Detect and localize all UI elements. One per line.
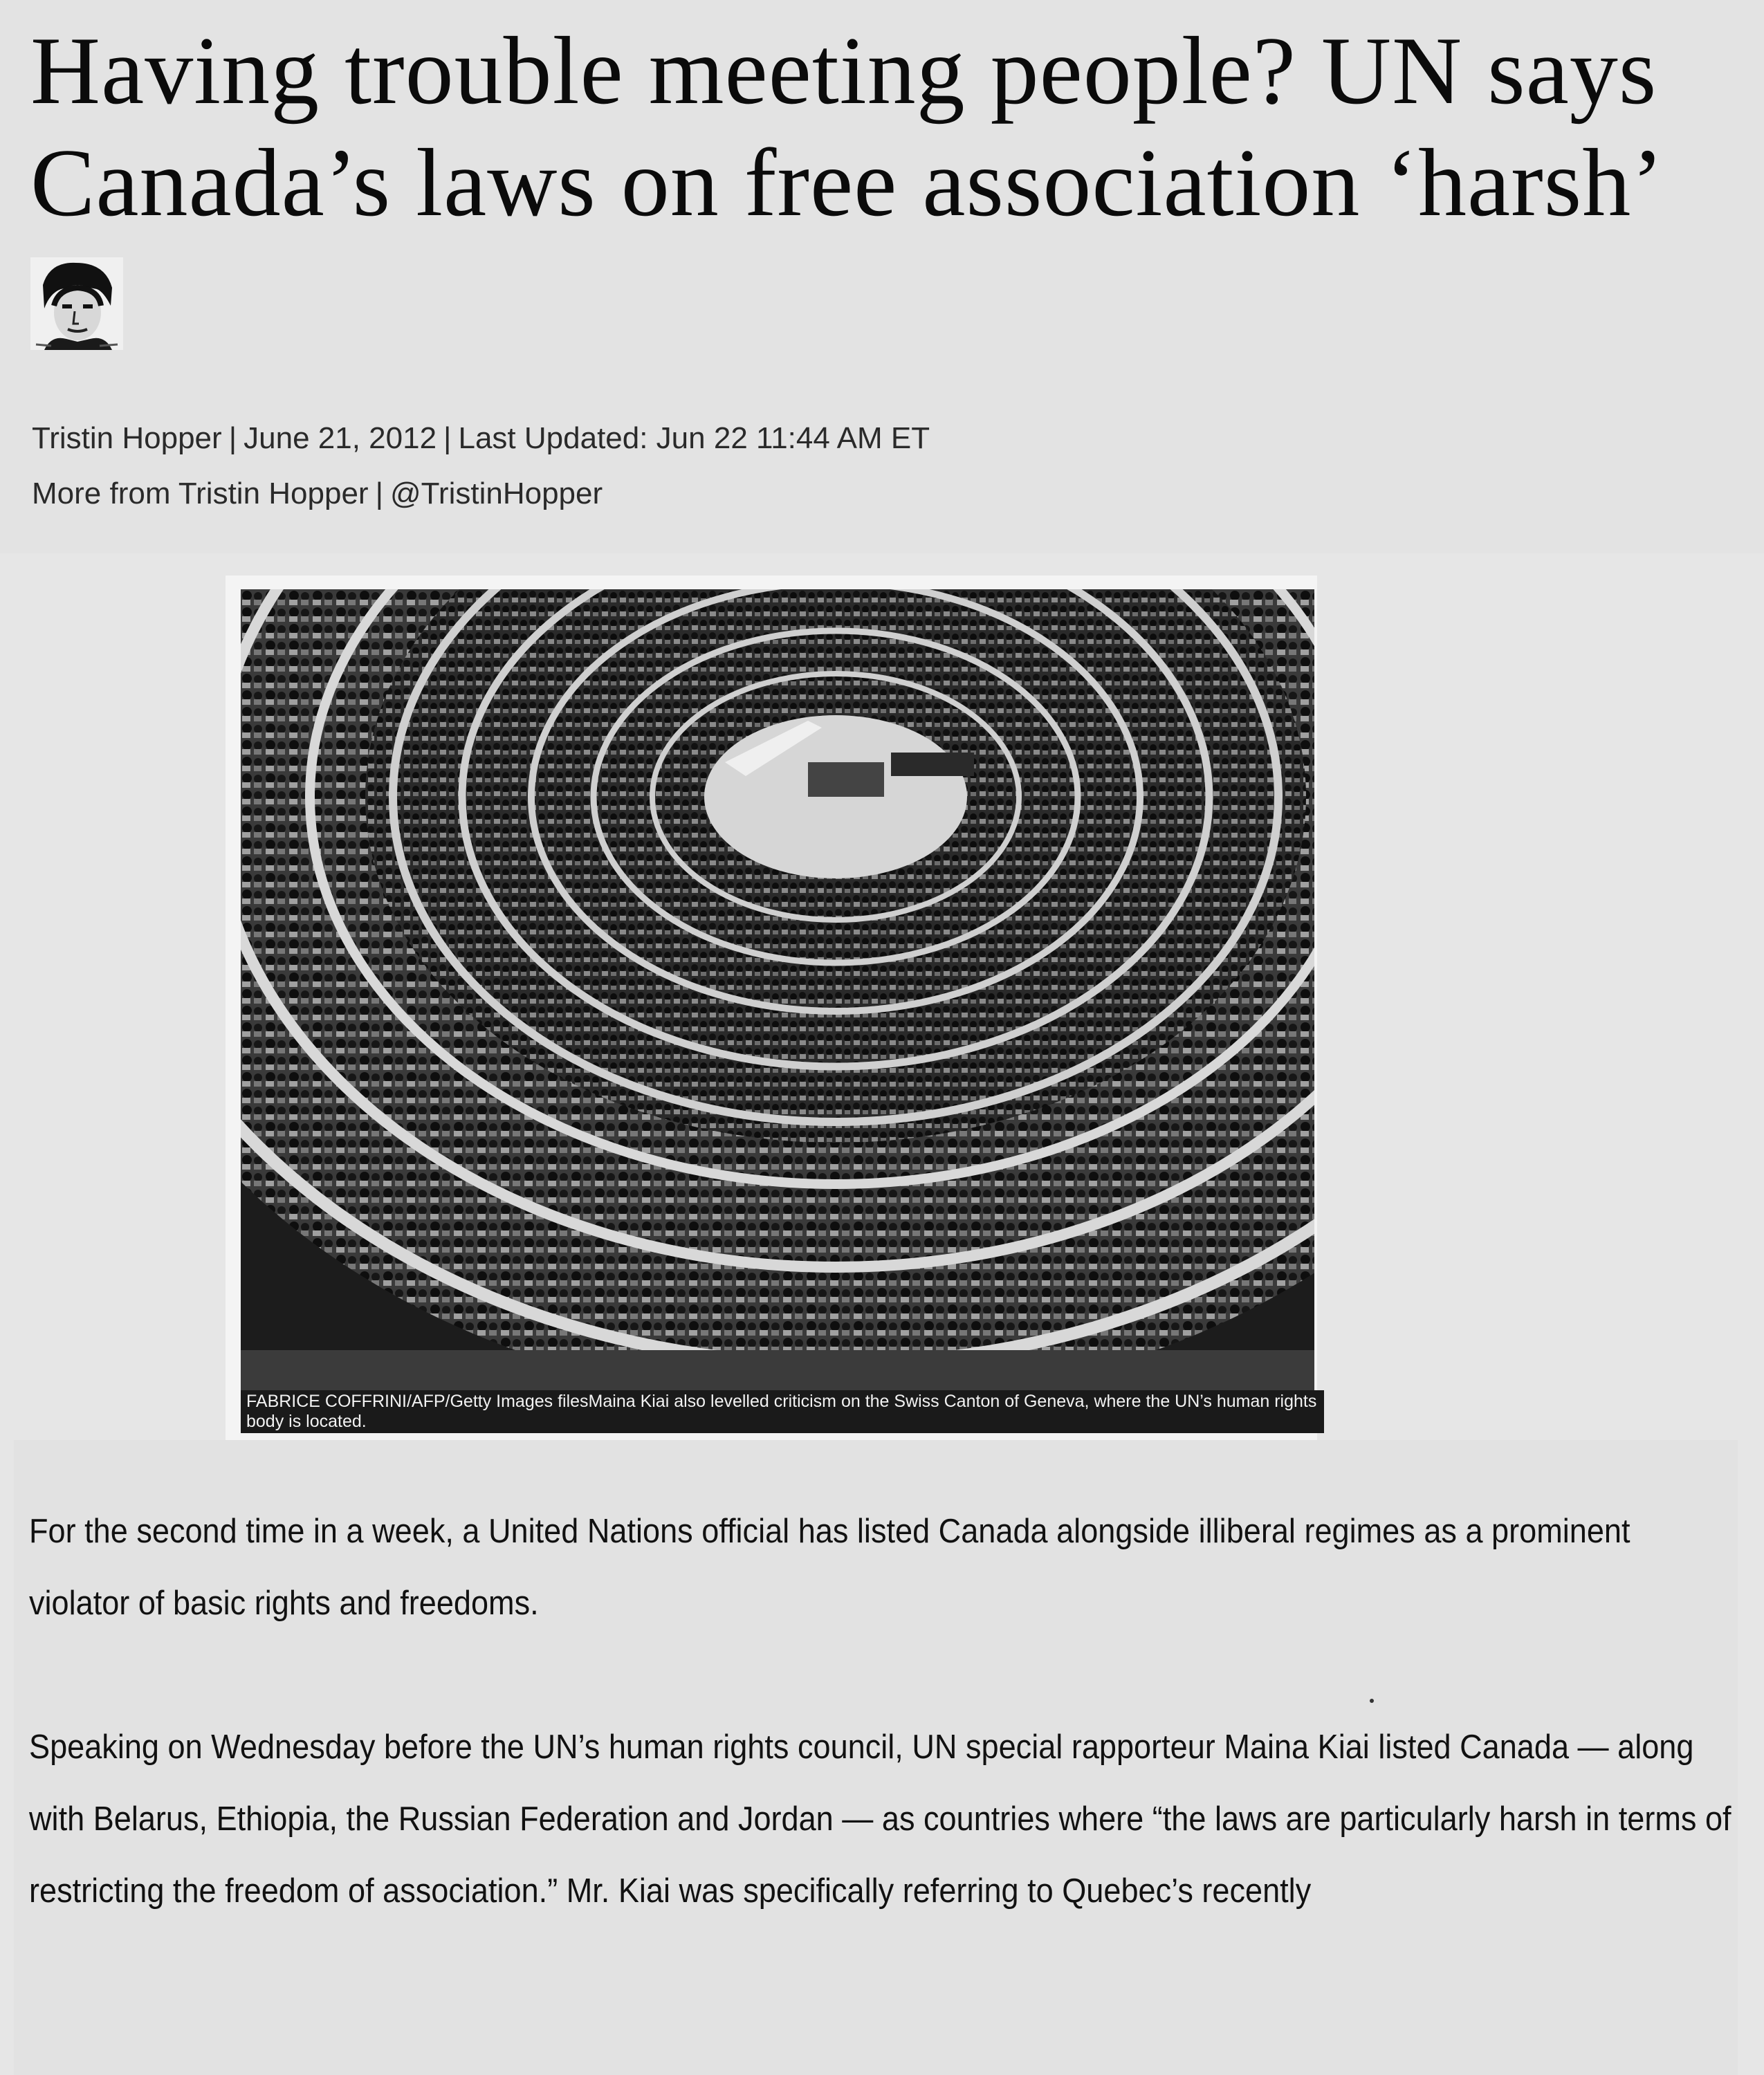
body-paragraph: For the second time in a week, a United Nations official has listed Canada alongside illiberal regimes as a prominent violator of basic rights and freedoms. — [29, 1513, 1630, 1622]
twitter-handle-link[interactable]: @TristinHopper — [390, 477, 603, 510]
author-name[interactable]: Tristin Hopper — [32, 421, 222, 455]
article-photo — [241, 589, 1314, 1390]
author-avatar[interactable] — [30, 257, 123, 350]
body-paragraph: Speaking on Wednesday before the UN’s human rights council, UN special rapporteur Maina Kiai listed Canada — along with Belarus, Ethiopia, the Russian Federation and Jordan — as countries where “the laws are particularly harsh in terms of restricting the freedom of association.” Mr. Kiai was specifically referring to Quebec’s recently — [29, 1728, 1731, 1910]
author-links — [32, 473, 603, 515]
more-from-author-link[interactable]: More from Tristin Hopper — [32, 477, 369, 510]
article-headline: Having trouble meeting people? UN says Canada’s laws on free association ‘harsh’ — [30, 17, 1664, 237]
publish-date: June 21, 2012 — [244, 421, 437, 455]
author-portrait-icon — [30, 257, 123, 350]
byline-separator: | — [443, 421, 452, 455]
last-updated: Last Updated: Jun 22 11:44 AM ET — [458, 421, 930, 455]
photo-caption: FABRICE COFFRINI/AFP/Getty Images filesMaina Kiai also levelled criticism on the Swiss Canton of Geneva, where the UN’s human rights body is located. — [241, 1390, 1324, 1433]
byline — [32, 418, 930, 459]
council-chamber-image — [241, 589, 1314, 1390]
scan-speck — [1370, 1699, 1374, 1703]
byline-separator: | — [228, 421, 237, 455]
byline-separator: | — [375, 477, 384, 510]
